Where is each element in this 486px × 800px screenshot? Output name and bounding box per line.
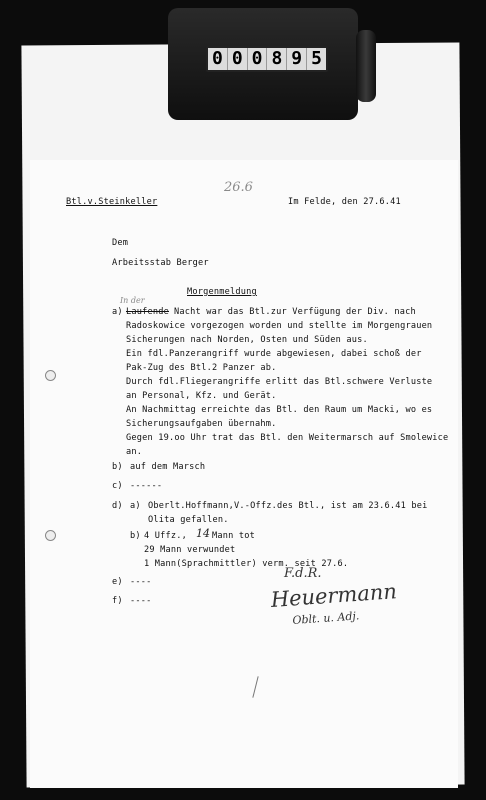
text-line: ---- <box>130 596 152 606</box>
sender: Btl.v.Steinkeller <box>66 197 158 207</box>
text-line: Radoskowice vorgezogen worden und stellte im Morgengrauen <box>126 321 433 331</box>
section-label: b) <box>112 462 123 472</box>
text-line: an Personal, Kfz. und Gerät. <box>126 391 277 401</box>
counter-digit: 5 <box>306 48 326 70</box>
counter-digit: 0 <box>227 48 247 70</box>
text-line: Mann tot <box>212 531 255 541</box>
section-label: e) <box>112 577 123 587</box>
text-line: 4 Uffz., <box>144 531 187 541</box>
text-line: Durch fdl.Fliegerangriffe erlitt das Btl.schwere Verluste <box>126 377 433 387</box>
recipient: Arbeitsstab Berger <box>112 258 209 268</box>
text-line: auf dem Marsch <box>130 462 206 472</box>
sub-label: a) <box>130 501 141 511</box>
counter-digit: 8 <box>266 48 286 70</box>
section-label: c) <box>112 481 123 491</box>
text-line: 29 Mann verwundet <box>144 545 236 555</box>
text-line: Sicherungen nach Norden, Osten und Süden aus. <box>126 335 368 345</box>
pencil-note: 26.6 <box>224 180 253 195</box>
text-line: ---- <box>130 577 152 587</box>
signature-prefix: F.d.R. <box>284 566 322 581</box>
pencil-mark <box>252 676 258 698</box>
counter-digit: 9 <box>286 48 306 70</box>
text-line: 1 Mann(Sprachmittler) verm. seit 27.6. <box>144 559 349 569</box>
section-label: d) <box>112 501 123 511</box>
text-line: Olita gefallen. <box>148 515 229 525</box>
document-title: Morgenmeldung <box>187 287 257 297</box>
section-label: a) <box>112 307 123 317</box>
text-line: an. <box>126 447 143 457</box>
signature-name: Heuermann <box>270 579 398 612</box>
section-label: f) <box>112 596 123 606</box>
signature-rank: Oblt. u. Adj. <box>292 609 360 627</box>
counter-digit: 0 <box>247 48 267 70</box>
text-line: Gegen 19.oo Uhr trat das Btl. den Weitermarsch auf Smolewice <box>126 433 449 443</box>
sub-label: b) <box>130 531 141 541</box>
struck-word: Laufende <box>126 307 169 317</box>
handwritten-number: 14 <box>196 527 210 540</box>
text-line: Sicherungsaufgaben übernahm. <box>126 419 277 429</box>
text-line: Nacht war das Btl.zur Verfügung der Div. nach <box>174 307 416 317</box>
text-line: An Nachmittag erreichte das Btl. den Raum um Macki, wo es <box>126 405 433 415</box>
handwritten-insert: In der <box>120 296 145 305</box>
counter-digit: 0 <box>211 48 223 69</box>
text-line: Oberlt.Hoffmann,V.-Offz.des Btl., ist am 23.6.41 bei <box>148 501 428 511</box>
text-line: ------ <box>130 481 163 491</box>
text-line: Ein fdl.Panzerangriff wurde abgewiesen, dabei schoß der <box>126 349 422 359</box>
place-date: Im Felde, den 27.6.41 <box>288 197 401 207</box>
text-line: Pak-Zug des Btl.2 Panzer ab. <box>126 363 277 373</box>
recipient-prefix: Dem <box>112 238 129 248</box>
